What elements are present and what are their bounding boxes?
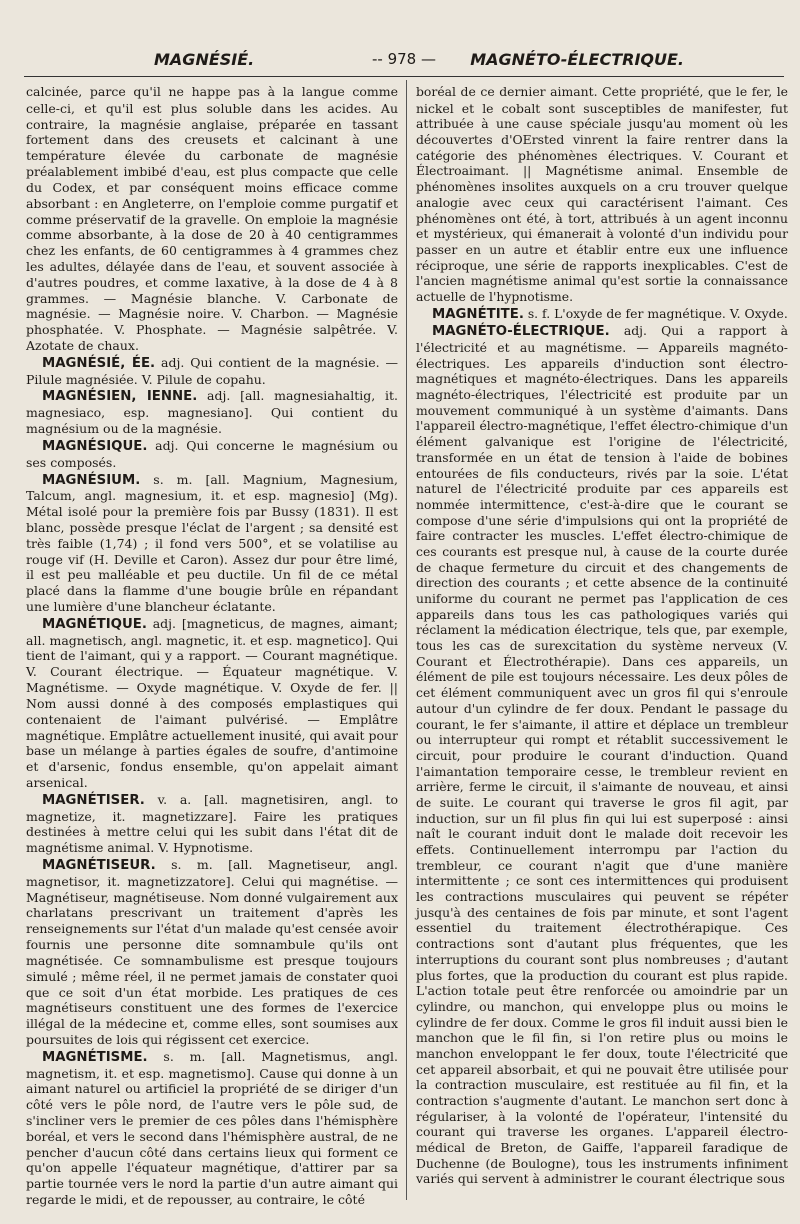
running-header <box>24 50 784 76</box>
entry-headword: MAGNÉTO-ÉLECTRIQUE. <box>432 324 610 340</box>
entry-headword: MAGNÉTITE. <box>432 306 524 322</box>
right-column <box>416 84 788 1187</box>
entry-headword: MAGNÉTIQUE. <box>42 616 147 632</box>
entry-headword: MAGNÉTISER. <box>42 792 145 808</box>
entry-text: adj. Qui contient de la magnésie. — Pilule magnésiée. V. Pilule de copahu. <box>26 354 398 387</box>
left-column <box>26 84 398 1208</box>
dictionary-entry <box>26 616 398 791</box>
entry-text: boréal de ce dernier aimant. Cette propriété, que le fer, le nickel et le cobalt sont susceptibles de manifester, fut attribuée à une cause spéciale jusqu'au moment où les découvertes d'OErsted vinrent la faire rentrer dans la catégorie des phénomènes électriques. V. Courant et Électroaimant. || Magnétisme animal. Ensemble de phénomènes insolites auxquels on a cru trouver quelque analogie avec ceux qui caractérisent l'aimant. Ces phénomènes ont été, à tort, attribués à un agent inconnu et mystérieux, qui émanerait à volonté d'un individu pour passer en un autre et établir entre eux une influence réciproque, une série de rapports inexplicables. C'est de l'ancien magnétisme animal qu'est sortie la connaissance actuelle de l'hypnotisme. <box>416 84 788 304</box>
header-rule <box>24 76 784 77</box>
entry-headword: MAGNÉTISME. <box>42 1049 148 1065</box>
entry-text: adj. [all. magnesiahaltig, it. magnesiaco, esp. magnesiano]. Qui contient du magnésium ou de la magnésie. <box>26 388 398 437</box>
header-right-headword: MAGNÉTO-ÉLECTRIQUE. <box>470 50 684 69</box>
dictionary-entry <box>26 388 398 436</box>
entry-text: v. a. [all. magnetisiren, angl. to magnetize, it. magnetizzare]. Faire les pratiques destinées à mettre celui qui les subit dans l'état dit de magnétisme animal. V. Hypnotisme. <box>26 791 398 856</box>
dictionary-entry <box>26 355 398 388</box>
dictionary-entry <box>26 438 398 471</box>
header-left-headword: MAGNÉSIÉ. <box>154 50 255 69</box>
entry-text: calcinée, parce qu'il ne happe pas à la langue comme celle-ci, et qu'il est plus soluble dans les acides. Au contraire, la magnésie anglaise, préparée en tassant fortement dans des creusets et calcinant à une température élevée du carbonate de magnésie préalablement imbibé d'eau, est plus compacte que celle du Codex, et par conséquent moins efficace comme absorbant : en Angleterre, on l'emploie comme purgatif et comme préservatif de la gravelle. On emploie la magnésie comme absorbante, à la dose de 20 à 40 centigrammes chez les enfants, de 60 centigrammes à 4 grammes chez les adultes, délayée dans de l'eau, et souvent associée à d'autres poudres, et comme laxative, à la dose de 4 à 8 grammes. — Magnésie blanche. V. Carbonate de magnésie. — Magnésie noire. V. Charbon. — Magnésie phosphatée. V. Phosphate. — Magnésie salpêtrée. V. Azotate de chaux. <box>26 84 398 353</box>
entry-text: adj. [magneticus, de magnes, aimant; all. magnetisch, angl. magnetic, it. et esp. magnetico]. Qui tient de l'aimant, qui y a rapport. — Courant magnétique. V. Courant électrique. — Équateur magnétique. V. Magnétisme. — Oxyde magnétique. V. Oxyde de fer. || Nom aussi donné à des composés emplastiques qui contenaient de l'aimant pulvérisé. — Emplâtre magnétique. Emplâtre actuellement inusité, qui avait pour base un mélange à parties égales de soufre, d'antimoine et d'arsenic, fondus ensemble, qu'on appelait aimant arsenical. <box>26 615 399 790</box>
entry-text: s. m. [all. Magnetiseur, angl. magnetisor, it. magnetizzatore]. Celui qui magnétise. — Magnétiseur, magnétiseuse. Nom donné vulgairement aux charlatans prescrivant un traitement d'après les renseignements sur l'état d'un malade qu'est censée avoir fournis une personne dite somnambule qu'ils ont magnétisée. Ce somnambulisme est presque toujours simulé ; même réel, il ne permet jamais de constater quoi que ce soit d'un état morbide. Les pratiques de ces magnétiseurs constituent une des formes de l'exercice illégal de la médecine et, comme elles, sont soumises aux poursuites de lois qui régissent cet exercice. <box>26 857 398 1047</box>
entry-text: s. m. [all. Magnium, Magnesium, Talcum, angl. magnesium, it. et esp. magnesio] (Mg). Métal isolé pour la première fois par Bussy (1831). Il est blanc, possède presque l'éclat de l'argent ; sa densité est très faible (1,74) ; il fond vers 500°, et se volatilise au rouge vif (H. Deville et Caron). Assez dur pour être limé, il est peu malléable et peu ductile. Un fil de ce métal placé dans la flamme d'une bougie brûle en répandant une lumière d'une blancheur éclatante. <box>26 471 398 614</box>
dictionary-entry <box>26 84 398 354</box>
entry-headword: MAGNÉSIQUE. <box>42 438 148 454</box>
page-number: -- 978 — <box>372 50 436 68</box>
dictionary-entry <box>416 306 788 323</box>
dictionary-entry <box>26 472 398 615</box>
dictionary-entry <box>26 857 398 1048</box>
entry-text: adj. Qui concerne le magnésium ou ses composés. <box>26 437 398 470</box>
dictionary-entry <box>26 792 398 856</box>
dictionary-entry <box>26 1049 398 1208</box>
entry-text: s. m. [all. Magnetismus, angl. magnetism, it. et esp. magnetismo]. Cause qui donne à un aimant naturel ou artificiel la propriété de se diriger d'un côté vers le pôle nord, de l'autre vers le pôle sud, de s'incliner vers le premier de ces pôles dans l'hémisphère boréal, et vers le second dans l'hémisphère austral, de ne pencher d'aucun côté dans certains lieux qui forment ce qu'on appelle l'équateur magnétique, d'attirer par sa partie tournée vers le nord la partie d'un autre aimant qui regarde le midi, et de repousser, au contraire, le côté <box>26 1048 398 1208</box>
entry-headword: MAGNÉTISEUR. <box>42 858 156 873</box>
entry-headword: MAGNÉSIEN, IENNE. <box>42 389 198 405</box>
entry-headword: MAGNÉSIÉ, ÉE. <box>42 355 156 371</box>
entry-headword: MAGNÉSIUM. <box>42 472 141 488</box>
dictionary-entry <box>416 84 788 305</box>
entry-text: s. f. L'oxyde de fer magnétique. V. Oxyde. <box>523 305 788 321</box>
column-divider <box>406 80 407 1200</box>
dictionary-entry <box>416 323 788 1187</box>
entry-text: adj. Qui a rapport à l'électricité et au magnétisme. — Appareils magnéto-électriques. Les appareils d'induction sont électro-magnétiques et magnéto-électriques. Dans les appareils magnéto-électriques, l'électricité est produite par un mouvement communiqué à un système d'aimants. Dans l'appareil électro-magnétique, l'effet électro-chimique d'un élément galvanique est l'origine de l'électricité, transformée en un état de tension à l'aide de bobines entourées de fils conducteurs, rivés par la soie. L'état naturel de l'électricité produite par ces appareils est nommée intermittence, c'est-à-dire que le courant se compose d'une série d'impulsions qui ont la propriété de faire contracter les muscles. L'effet électro-chimique de ces courants est presque nul, à cause de la courte durée de chaque fermeture du circuit et des changements de direction des courants ; et cette absence de la continuité uniforme du courant ne permet pas l'application de ces appareils dans tous les cas pathologiques variés qui réclament la médication électrique, tels que, par exemple, tous les cas de surexcitation du système nerveux (V. Courant et Électrothérapie). Dans ces appareils, un élément de pile est toujours nécessaire. Les deux pôles de cet élément communiquent avec un gros fil qui s'enroule autour d'un cylindre de fer doux. Pendant le passage du courant, le fer s'aimante, il attire et déplace un trembleur ou interrupteur qui rompt et rétablit successivement le circuit, pour produire le courant d'induction. Quand l'aimantation temporaire cesse, le trembleur revient en arrière, ferme le circuit, il s'aimante de nouveau, et ainsi de suite. Le courant qui traverse le gros fil agit, par induction, sur un fil plus fin qui lui est superposé : ainsi naît le courant induit dont le malade doit recevoir les effets. Continuellement interrompu par l'action du trembleur, ce courant n'agit que d'une manière intermittente ; ce sont ces intermittences qui produisent les contractions musculaires qui peuvent se répéter jusqu'à des centaines de fois par minute, et sont l'agent essentiel du traitement électrothérapique. Ces contractions sont d'autant plus fréquentes, que les interruptions du courant sont plus nombreuses ; d'autant plus fortes, que la production du courant est plus rapide. L'action totale peut être renforcée ou amoindrie par un cylindre, ou manchon, qui enveloppe plus ou moins le cylindre de fer doux. Comme le gros fil induit aussi bien le manchon que le fil fin, si l'on retire plus ou moins le manchon enveloppant le fer doux, toute l'électricité que cet appareil absorbait, et qui ne pouvait être utilisée pour la contraction musculaire, est restituée au fil fin, et la contraction s'augmente d'autant. Le manchon sert donc à régulariser, à la volonté de l'opérateur, l'intensité du courant qui traverse les organes. L'appareil électro-médical de Breton, de Gaiffe, l'appareil faradique de Duchenne (de Boulogne), tous les instruments infiniment variés qui servent à administrer le courant électrique sous <box>416 323 788 1187</box>
